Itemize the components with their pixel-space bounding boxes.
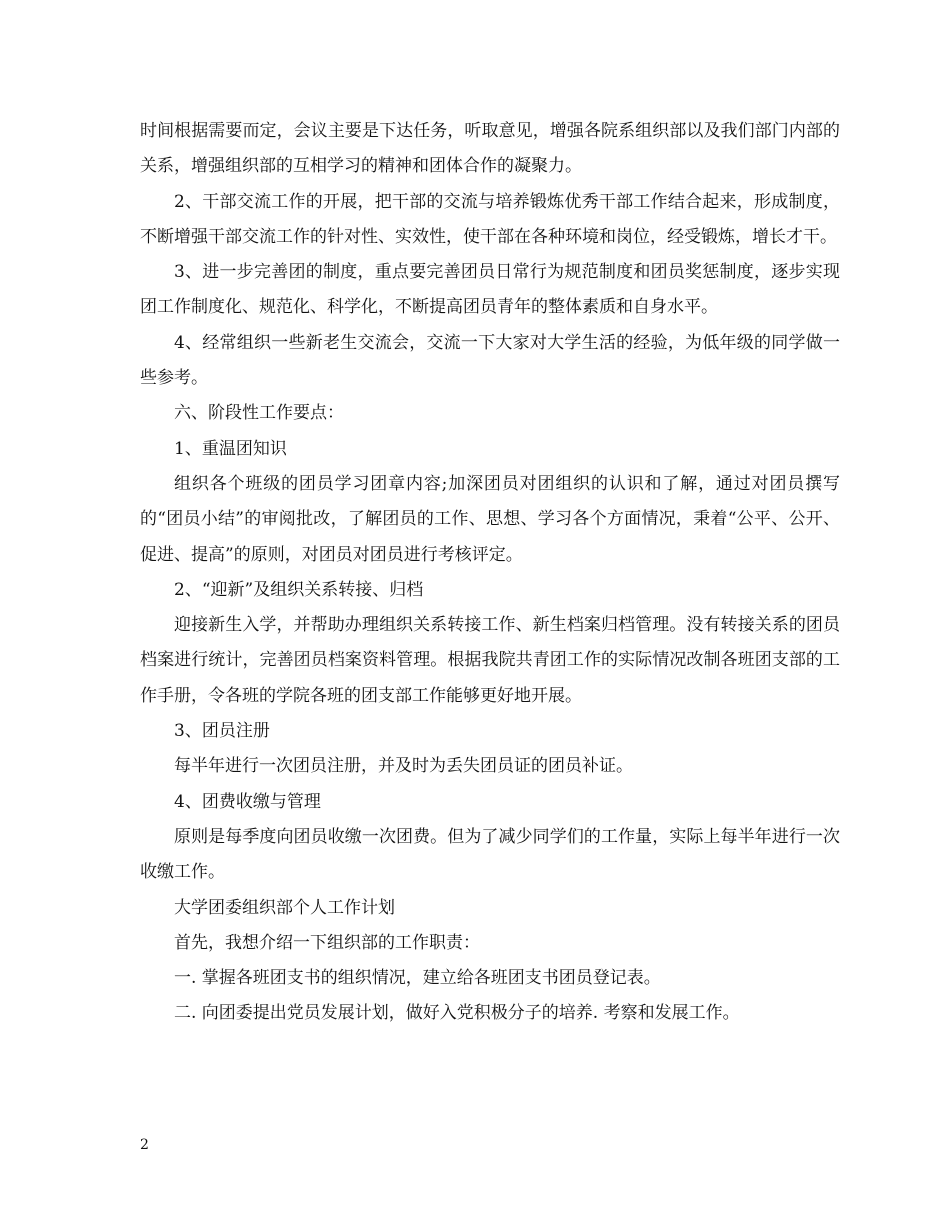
subheading-4: 4、团费收缴与管理 xyxy=(174,791,321,812)
plan-title: 大学团委组织部个人工作计划 xyxy=(174,897,395,918)
paragraph-9: 首先，我想介绍一下组织部的工作职责： xyxy=(174,932,480,953)
document-body xyxy=(140,114,840,1032)
subheading-3: 3、团员注册 xyxy=(174,721,270,742)
subheading-1: 1、重温团知识 xyxy=(174,438,287,459)
page-number: 2 xyxy=(140,1137,149,1153)
paragraph-1: 时间根据需要而定，会议主要是下达任务，听取意见，增强各院系组织部以及我们部门内部的关系，增强组织部的互相学习的精神和团体合作的凝聚力。 xyxy=(140,121,840,177)
duty-item-1: 一. 掌握各班团支书的组织情况，建立给各班团支书团员登记表。 xyxy=(174,968,661,989)
subheading-2: 2、“迎新”及组织关系转接、归档 xyxy=(174,579,424,600)
paragraph-6: 迎接新生入学，并帮助办理组织关系转接工作、新生档案归档管理。没有转接关系的团员档案进行统计，完善团员档案资料管理。根据我院共青团工作的实际情况改制各班团支部的工作手册，令各班的学院各班的团支部工作能够更好地开展。 xyxy=(140,615,840,706)
section-heading-stage-work: 六、阶段性工作要点： xyxy=(174,403,344,424)
paragraph-8: 原则是每季度向团员收缴一次团费。但为了减少同学们的工作量，实际上每半年进行一次收缴工作。 xyxy=(140,826,840,883)
paragraph-4: 4、经常组织一些新老生交流会，交流一下大家对大学生活的经验，为低年级的同学做一些参考。 xyxy=(140,332,840,389)
paragraph-3: 3、进一步完善团的制度，重点要完善团员日常行为规范制度和团员奖惩制度，逐步实现团工作制度化、规范化、科学化，不断提高团员青年的整体素质和自身水平。 xyxy=(140,262,840,318)
duty-item-2: 二. 向团委提出党员发展计划，做好入党积极分子的培养. 考察和发展工作。 xyxy=(174,1003,740,1024)
paragraph-5: 组织各个班级的团员学习团章内容;加深团员对团组织的认识和了解，通过对团员撰写的“团员小结”的审阅批改，了解团员的工作、思想、学习各个方面情况，秉着“公平、公开、促进、提高”的原则，对团员对团员进行考核评定。 xyxy=(140,473,840,565)
paragraph-7: 每半年进行一次团员注册，并及时为丢失团员证的团员补证。 xyxy=(174,756,633,777)
paragraph-2: 2、干部交流工作的开展，把干部的交流与培养锻炼优秀干部工作结合起来，形成制度，不断增强干部交流工作的针对性、实效性，使干部在各种环境和岗位，经受锻炼，增长才干。 xyxy=(140,191,840,247)
